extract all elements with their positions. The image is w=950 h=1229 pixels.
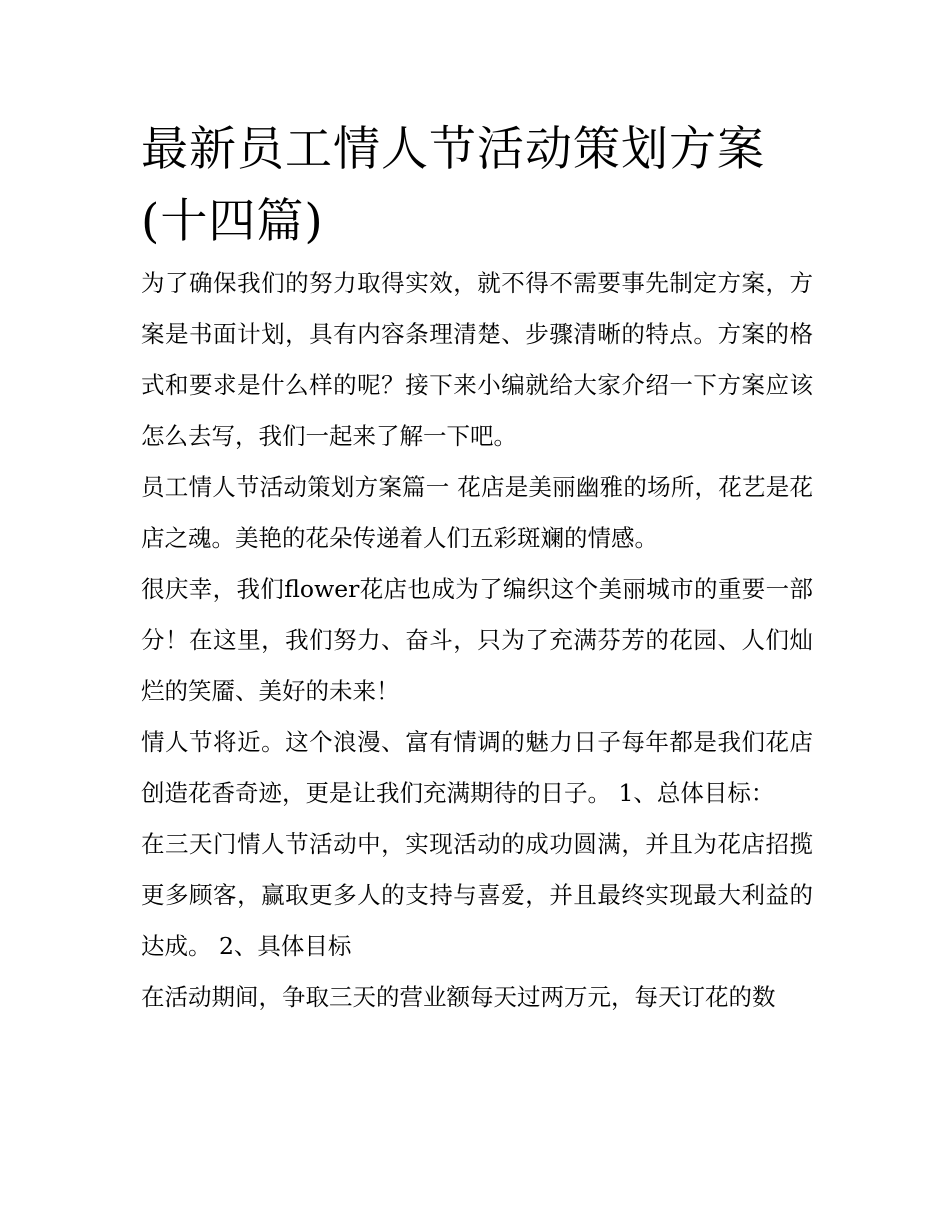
paragraph-plan-one: 员工情人节活动策划方案篇一 花店是美丽幽雅的场所，花艺是花店之魂。美艳的花朵传递着人们五彩斑斓的情感。 <box>141 473 813 552</box>
paragraph-specific-goal: 在活动期间，争取三天的营业额每天过两万元，每天订花的数 <box>141 983 776 1011</box>
paragraph-valentines: 情人节将近。这个浪漫、富有情调的魅力日子每年都是我们花店创造花香奇迹，更是让我们充满期待的日子。 1、总体目标： <box>141 728 813 807</box>
document-title: 最新员工情人节活动策划方案(十四篇) <box>141 122 765 249</box>
document-body <box>141 114 813 1023</box>
paragraph-overall-goal: 在三天门情人节活动中，实现活动的成功圆满，并且为花店招揽更多顾客，赢取更多人的支持与喜爱，并且最终实现最大利益的达成。 2、具体目标 <box>141 830 813 960</box>
paragraph-flower-shop: 很庆幸，我们flower花店也成为了编织这个美丽城市的重要一部分！在这里，我们努力、奋斗，只为了充满芬芳的花园、人们灿烂的笑靥、美好的未来！ <box>141 575 813 705</box>
paragraph-intro: 为了确保我们的努力取得实效，就不得不需要事先制定方案，方案是书面计划，具有内容条理清楚、步骤清晰的特点。方案的格式和要求是什么样的呢？接下来小编就给大家介绍一下方案应该怎么去写，我们一起来了解一下吧。 <box>141 269 813 450</box>
